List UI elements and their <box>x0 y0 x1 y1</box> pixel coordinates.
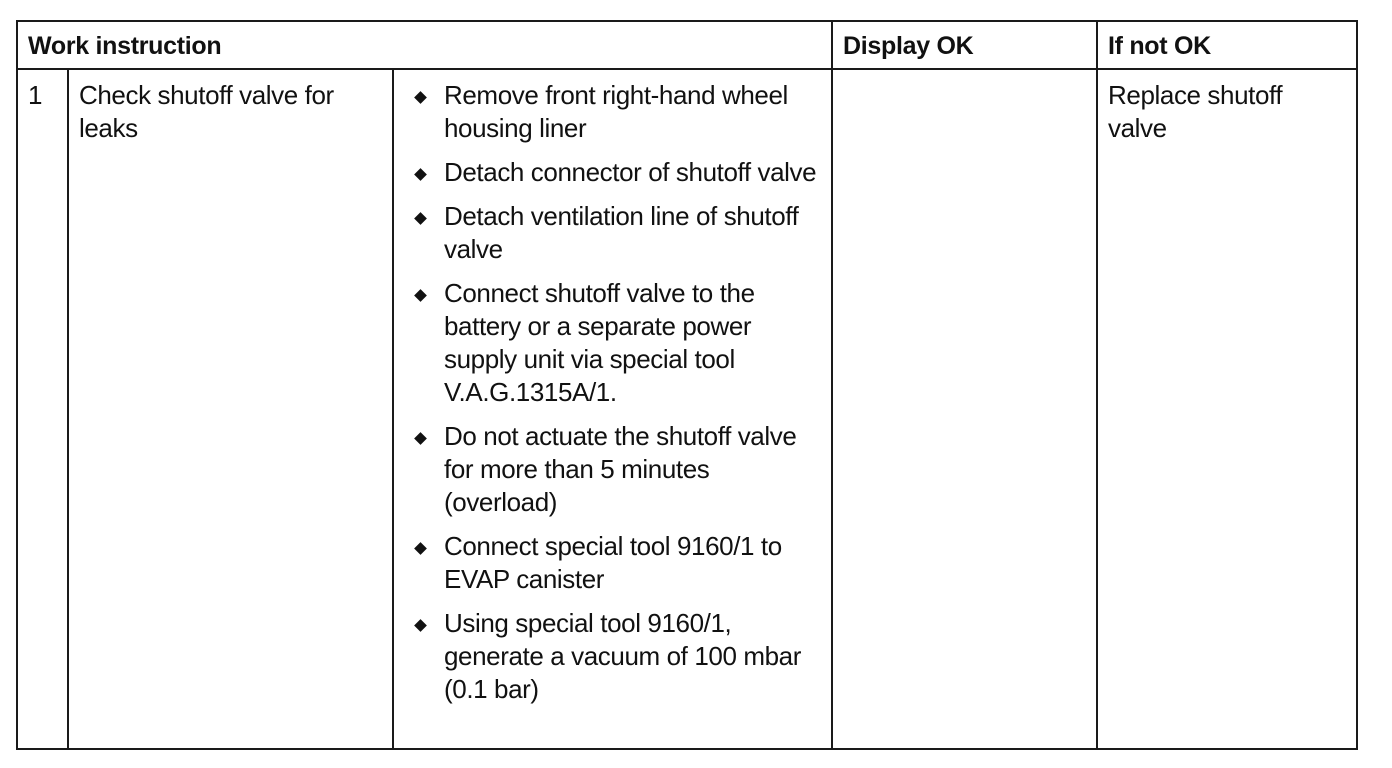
step-text: Connect special tool 9160/1 to EVAP canister <box>444 531 782 594</box>
list-item <box>404 530 821 596</box>
step-text: Detach ventilation line of shutoff valve <box>444 201 799 264</box>
steps-list <box>404 79 821 706</box>
diamond-bullet-icon <box>414 432 427 445</box>
display-ok-value <box>832 69 1097 749</box>
table-row <box>17 69 1357 749</box>
work-instruction-table <box>16 20 1358 750</box>
list-item <box>404 607 821 706</box>
diamond-bullet-icon <box>414 168 427 181</box>
step-text: Detach connector of shutoff valve <box>444 157 817 187</box>
list-item <box>404 277 821 409</box>
step-text: Connect shutoff valve to the battery or a separate power supply unit via special tool V.A.G.1315A/1. <box>444 278 755 407</box>
list-item <box>404 79 821 145</box>
diamond-bullet-icon <box>414 91 427 104</box>
header-work-instruction: Work instruction <box>17 21 832 69</box>
task-description: Check shutoff valve for leaks <box>68 69 393 749</box>
diamond-bullet-icon <box>414 619 427 632</box>
diamond-bullet-icon <box>414 212 427 225</box>
step-text: Do not actuate the shutoff valve for more than 5 minutes (overload) <box>444 421 797 517</box>
if-not-ok-value: Replace shutoff valve <box>1097 69 1357 749</box>
header-if-not-ok: If not OK <box>1097 21 1357 69</box>
table-header-row <box>17 21 1357 69</box>
steps-cell <box>393 69 832 749</box>
list-item <box>404 200 821 266</box>
diamond-bullet-icon <box>414 289 427 302</box>
step-number: 1 <box>17 69 68 749</box>
list-item <box>404 156 821 189</box>
step-text: Using special tool 9160/1, generate a vacuum of 100 mbar (0.1 bar) <box>444 608 801 704</box>
header-display-ok: Display OK <box>832 21 1097 69</box>
step-text: Remove front right-hand wheel housing liner <box>444 80 788 143</box>
list-item <box>404 420 821 519</box>
diamond-bullet-icon <box>414 542 427 555</box>
